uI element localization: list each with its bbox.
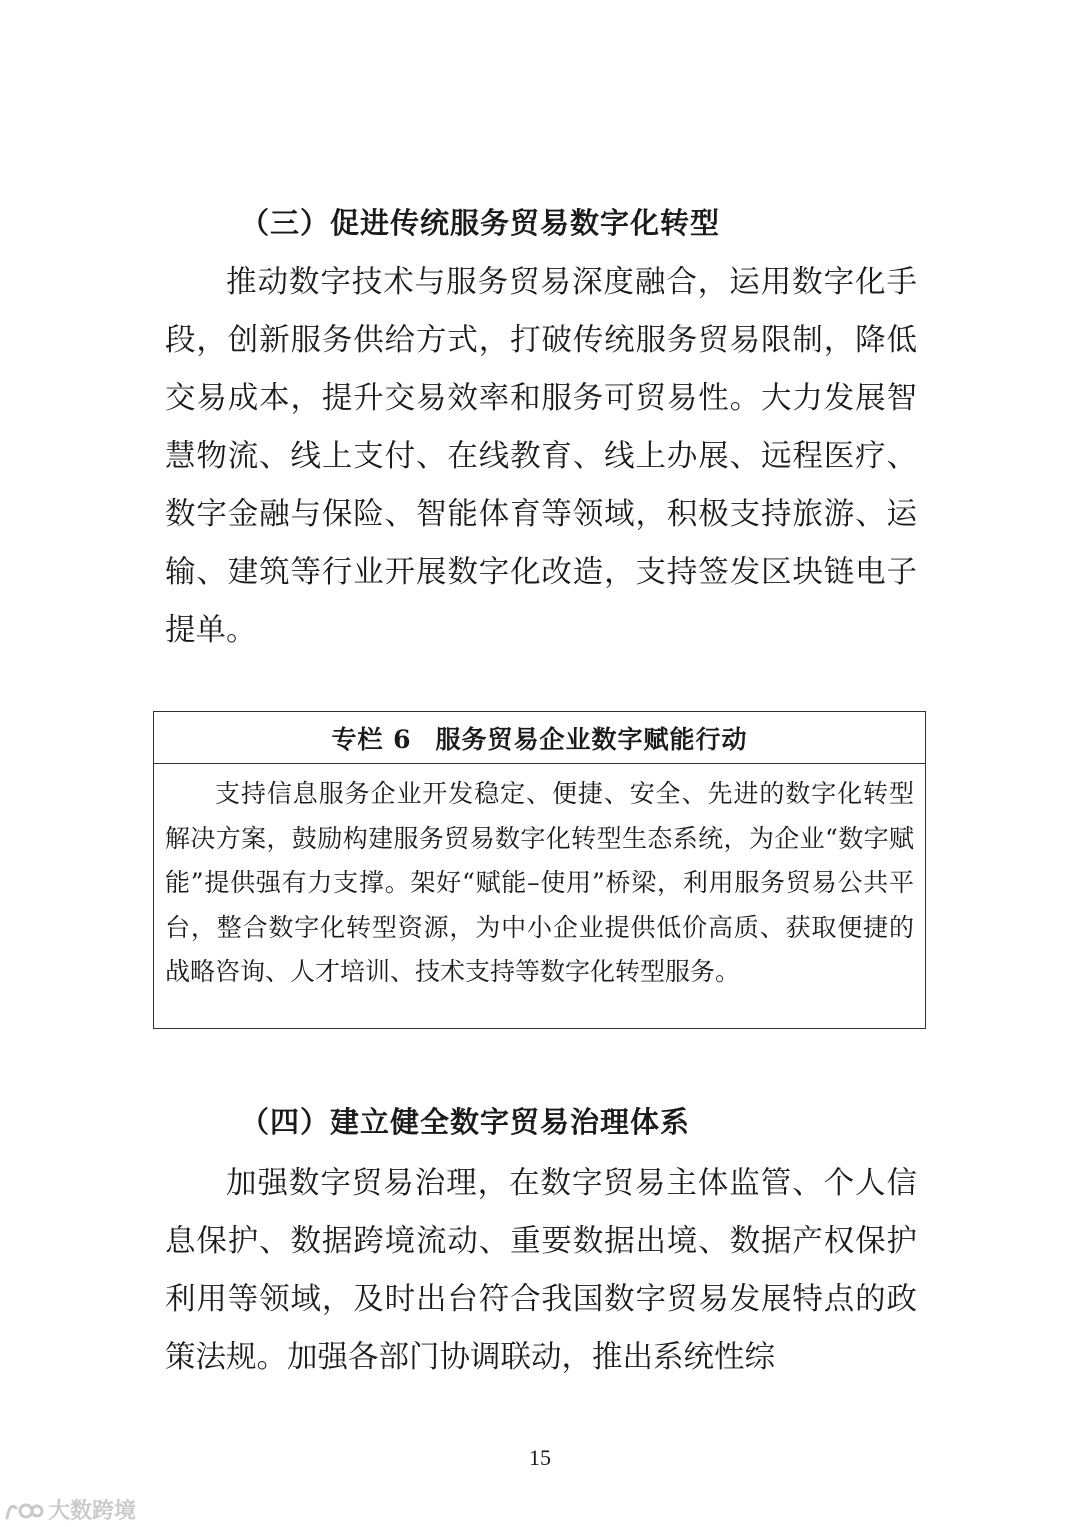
column-box-number: 专栏 6 bbox=[331, 724, 412, 754]
section-4-heading: （四）建立健全数字贸易治理体系 bbox=[240, 1105, 691, 1139]
watermark bbox=[4, 1494, 136, 1525]
watermark-text: 大数跨境 bbox=[48, 1499, 137, 1524]
section-4-paragraph: 加强数字贸易治理，在数字贸易主体监管、个人信息保护、数据跨境流动、重要数据出境、数据产权保护利用等领域，及时出台符合我国数字贸易发展特点的政策法规。加强各部门协调联动，推出系统性综 bbox=[165, 1166, 917, 1375]
column-box-title bbox=[154, 712, 925, 764]
page-number: 15 bbox=[529, 1445, 551, 1470]
section-3-heading: （三）促进传统服务贸易数字化转型 bbox=[240, 206, 721, 240]
column-box-body: 支持信息服务企业开发稳定、便捷、安全、先进的数字化转型解决方案，鼓励构建服务贸易数字化转型生态系统，为企业“数字赋能”提供强有力支撑。架好“赋能–使用”桥梁，利用服务贸易公共平台，整合数字化转型资源，为中小企业提供低价高质、获取便捷的战略咨询、人才培训、技术支持等数字化转型服务。 bbox=[165, 779, 914, 986]
watermark-logo-icon bbox=[4, 1498, 44, 1522]
column-box-title-text: 服务贸易企业数字赋能行动 bbox=[435, 724, 748, 754]
section-3-paragraph: 推动数字技术与服务贸易深度融合，运用数字化手段，创新服务供给方式，打破传统服务贸易限制，降低交易成本，提升交易效率和服务可贸易性。大力发展智慧物流、线上支付、在线教育、线上办展、远程医疗、数字金融与保险、智能体育等领域，积极支持旅游、运输、建筑等行业开展数字化改造，支持签发区块链电子提单。 bbox=[165, 265, 917, 648]
column-box bbox=[153, 711, 926, 1029]
